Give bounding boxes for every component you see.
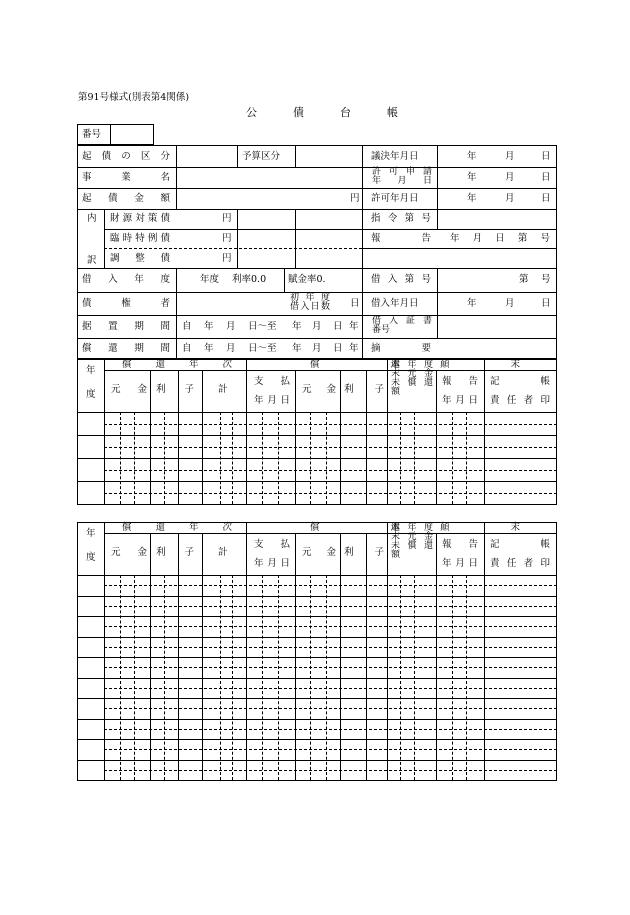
borrow-year-label: 借入年度 bbox=[82, 274, 170, 285]
breakdown-label-2: 訳 bbox=[87, 255, 97, 266]
borrow-month: 月 bbox=[505, 298, 515, 309]
redemption-header: 償還 bbox=[310, 522, 400, 533]
repay-years: 年 bbox=[349, 343, 359, 354]
grace-period-label: 据置期間 bbox=[82, 321, 170, 332]
report-date-header: 年月日 bbox=[442, 558, 478, 569]
unpaid-balance-header-1: 本年度 bbox=[391, 360, 433, 370]
grace-from: 自 bbox=[182, 321, 192, 332]
penalty-rate: 賦金率0. bbox=[288, 274, 326, 285]
issuance-type-label: 起債の区分 bbox=[82, 151, 170, 162]
adj-bond-label: 調整債 bbox=[110, 253, 170, 264]
redeemed-interest-header: 利子 bbox=[344, 384, 384, 395]
budget-type-label: 予算区分 bbox=[242, 151, 281, 162]
permit-app-day: 日 bbox=[541, 172, 551, 183]
council-day: 日 bbox=[541, 151, 551, 162]
schedule-row[interactable] bbox=[78, 679, 556, 699]
schedule-row[interactable] bbox=[78, 617, 556, 637]
title-char-2: 債 bbox=[293, 106, 304, 119]
number-field[interactable] bbox=[112, 126, 152, 143]
schedule-row[interactable] bbox=[78, 482, 556, 504]
certificate-label-2 bbox=[372, 326, 432, 335]
grace-to-month: 月 bbox=[312, 321, 322, 332]
borrow-year: 年 bbox=[467, 298, 477, 309]
payment-date-header: 年月日 bbox=[254, 558, 290, 569]
creditor-label: 債権者 bbox=[82, 298, 170, 309]
year-label-top: 年 bbox=[86, 365, 96, 376]
report-label: 報告 bbox=[371, 233, 431, 244]
schedule-row[interactable] bbox=[78, 413, 556, 435]
interest-header: 利子 bbox=[156, 384, 194, 395]
repay-to-year: 年 bbox=[292, 343, 302, 354]
grace-to: 日〜至 bbox=[248, 321, 277, 332]
permit-app-year: 年 bbox=[467, 172, 477, 183]
permit-day: 日 bbox=[541, 193, 551, 204]
unpaid-balance-header-4: 額 bbox=[391, 387, 401, 397]
title-char-3: 台 bbox=[340, 106, 351, 119]
bond-amount-label: 起債金額 bbox=[82, 193, 170, 204]
grace-from-year: 年 bbox=[204, 321, 214, 332]
repay-from: 自 bbox=[182, 343, 192, 354]
grace-period-range bbox=[182, 321, 358, 332]
repay-from-year: 年 bbox=[204, 343, 214, 354]
grace-from-month: 月 bbox=[226, 321, 236, 332]
form-number: 第91号様式(別表第4関係) bbox=[78, 92, 190, 103]
schedule-row[interactable] bbox=[78, 720, 556, 740]
borrow-date-label: 借入年月日 bbox=[371, 298, 419, 309]
repay-to-day: 日 bbox=[333, 343, 343, 354]
designation-label: 指令第号 bbox=[371, 213, 431, 224]
interest-rate: 利率0.0 bbox=[232, 274, 267, 285]
borrow-number-label: 借入第号 bbox=[371, 274, 431, 285]
report-date-number: 年月日第号 bbox=[450, 233, 550, 244]
permit-month: 月 bbox=[505, 193, 515, 204]
year-label-bottom: 度 bbox=[86, 552, 96, 563]
payment-header: 支払 bbox=[254, 376, 290, 387]
interest-header: 利子 bbox=[156, 547, 194, 558]
report-header: 報告 bbox=[442, 539, 478, 550]
summary-label: 摘要 bbox=[371, 343, 431, 354]
permit-app-month: 月 bbox=[505, 172, 515, 183]
unpaid-balance-header-4: 額 bbox=[391, 550, 401, 560]
principal-header: 元金 bbox=[111, 547, 147, 558]
permit-application-label-1: 許可申請 bbox=[372, 167, 432, 177]
first-year-label-2: 借入日数 bbox=[290, 302, 330, 312]
schedule-row[interactable] bbox=[78, 459, 556, 481]
adj-bond-yen: 円 bbox=[222, 253, 232, 264]
title-char-4: 帳 bbox=[387, 106, 398, 119]
schedule-row[interactable] bbox=[78, 576, 556, 596]
schedule-row[interactable] bbox=[78, 761, 556, 781]
repay-to-month: 月 bbox=[312, 343, 322, 354]
redeemed-principal-header: 元金 bbox=[302, 384, 336, 395]
repay-period-label: 償還期間 bbox=[82, 343, 170, 354]
unpaid-balance-header-3: 未償還 bbox=[391, 378, 433, 388]
schedule-row[interactable] bbox=[78, 699, 556, 719]
year-label-top: 年 bbox=[86, 528, 96, 539]
temp-bond-yen: 円 bbox=[222, 233, 232, 244]
unpaid-balance-header-3: 未償還 bbox=[391, 541, 433, 551]
schedule-row[interactable] bbox=[78, 436, 556, 458]
redeemed-principal-header: 元金 bbox=[302, 547, 336, 558]
grace-years: 年 bbox=[349, 321, 359, 332]
fin-bond-label: 財源対策債 bbox=[110, 213, 170, 224]
recorder-header: 記帳 bbox=[490, 539, 550, 550]
payment-date-header: 年月日 bbox=[254, 395, 290, 406]
details-header: 顛末 bbox=[440, 359, 520, 370]
grace-to-day: 日 bbox=[333, 321, 343, 332]
certificate-label-2a: 番号 bbox=[372, 325, 391, 335]
schedule-row[interactable] bbox=[78, 740, 556, 760]
redeemed-interest-header: 利子 bbox=[344, 547, 384, 558]
payment-header: 支払 bbox=[254, 539, 290, 550]
temp-bond-label: 臨時特例債 bbox=[110, 233, 170, 244]
council-date-label: 議決年月日 bbox=[371, 151, 419, 162]
report-date-header: 年月日 bbox=[442, 395, 478, 406]
unpaid-balance-header-2: 末元金 bbox=[391, 369, 433, 379]
year-label-bottom: 度 bbox=[86, 389, 96, 400]
recorder-seal-header: 責任者印 bbox=[490, 558, 550, 569]
permit-date-label: 許可年月日 bbox=[371, 193, 419, 204]
borrow-day: 日 bbox=[541, 298, 551, 309]
unpaid-balance-header-2: 末元金 bbox=[391, 532, 433, 542]
borrow-number-gou: 号 bbox=[541, 274, 551, 285]
unpaid-balance-header-1: 本年度 bbox=[391, 523, 433, 533]
details-header: 顛末 bbox=[440, 522, 520, 533]
certificate-label-1: 借入証書 bbox=[372, 316, 432, 326]
recorder-seal-header: 責任者印 bbox=[490, 395, 550, 406]
total-header: 計 bbox=[218, 384, 228, 395]
annual-repayment-header: 償還年次 bbox=[122, 359, 232, 370]
schedule-row[interactable] bbox=[78, 638, 556, 658]
fin-bond-yen: 円 bbox=[222, 213, 232, 224]
annual-repayment-header: 償還年次 bbox=[122, 522, 232, 533]
total-header: 計 bbox=[218, 547, 228, 558]
ledger-title bbox=[246, 107, 398, 119]
grace-to-year: 年 bbox=[292, 321, 302, 332]
title-char-1: 公 bbox=[246, 106, 257, 119]
recorder-header: 記帳 bbox=[490, 376, 550, 387]
schedule-row[interactable] bbox=[78, 658, 556, 678]
repay-period-range bbox=[182, 343, 358, 354]
principal-header: 元金 bbox=[111, 384, 147, 395]
permit-year: 年 bbox=[467, 193, 477, 204]
first-year-day-unit: 日 bbox=[350, 298, 360, 309]
council-year: 年 bbox=[467, 151, 477, 162]
council-month: 月 bbox=[505, 151, 515, 162]
number-label: 番号 bbox=[82, 129, 102, 140]
breakdown-label-1: 内 bbox=[87, 213, 97, 224]
redemption-header: 償還 bbox=[310, 359, 400, 370]
report-header: 報告 bbox=[442, 376, 478, 387]
repay-to: 日〜至 bbox=[248, 343, 277, 354]
repay-from-month: 月 bbox=[226, 343, 236, 354]
bond-amount-yen: 円 bbox=[350, 193, 360, 204]
project-name-label: 事業名 bbox=[82, 172, 170, 183]
borrow-number-dai: 第 bbox=[519, 274, 529, 285]
schedule-row[interactable] bbox=[78, 597, 556, 617]
borrow-nendo: 年度 bbox=[200, 274, 220, 285]
permit-application-label-2: 年月日 bbox=[372, 176, 432, 186]
first-year-label-1: 初年度 bbox=[290, 293, 330, 303]
